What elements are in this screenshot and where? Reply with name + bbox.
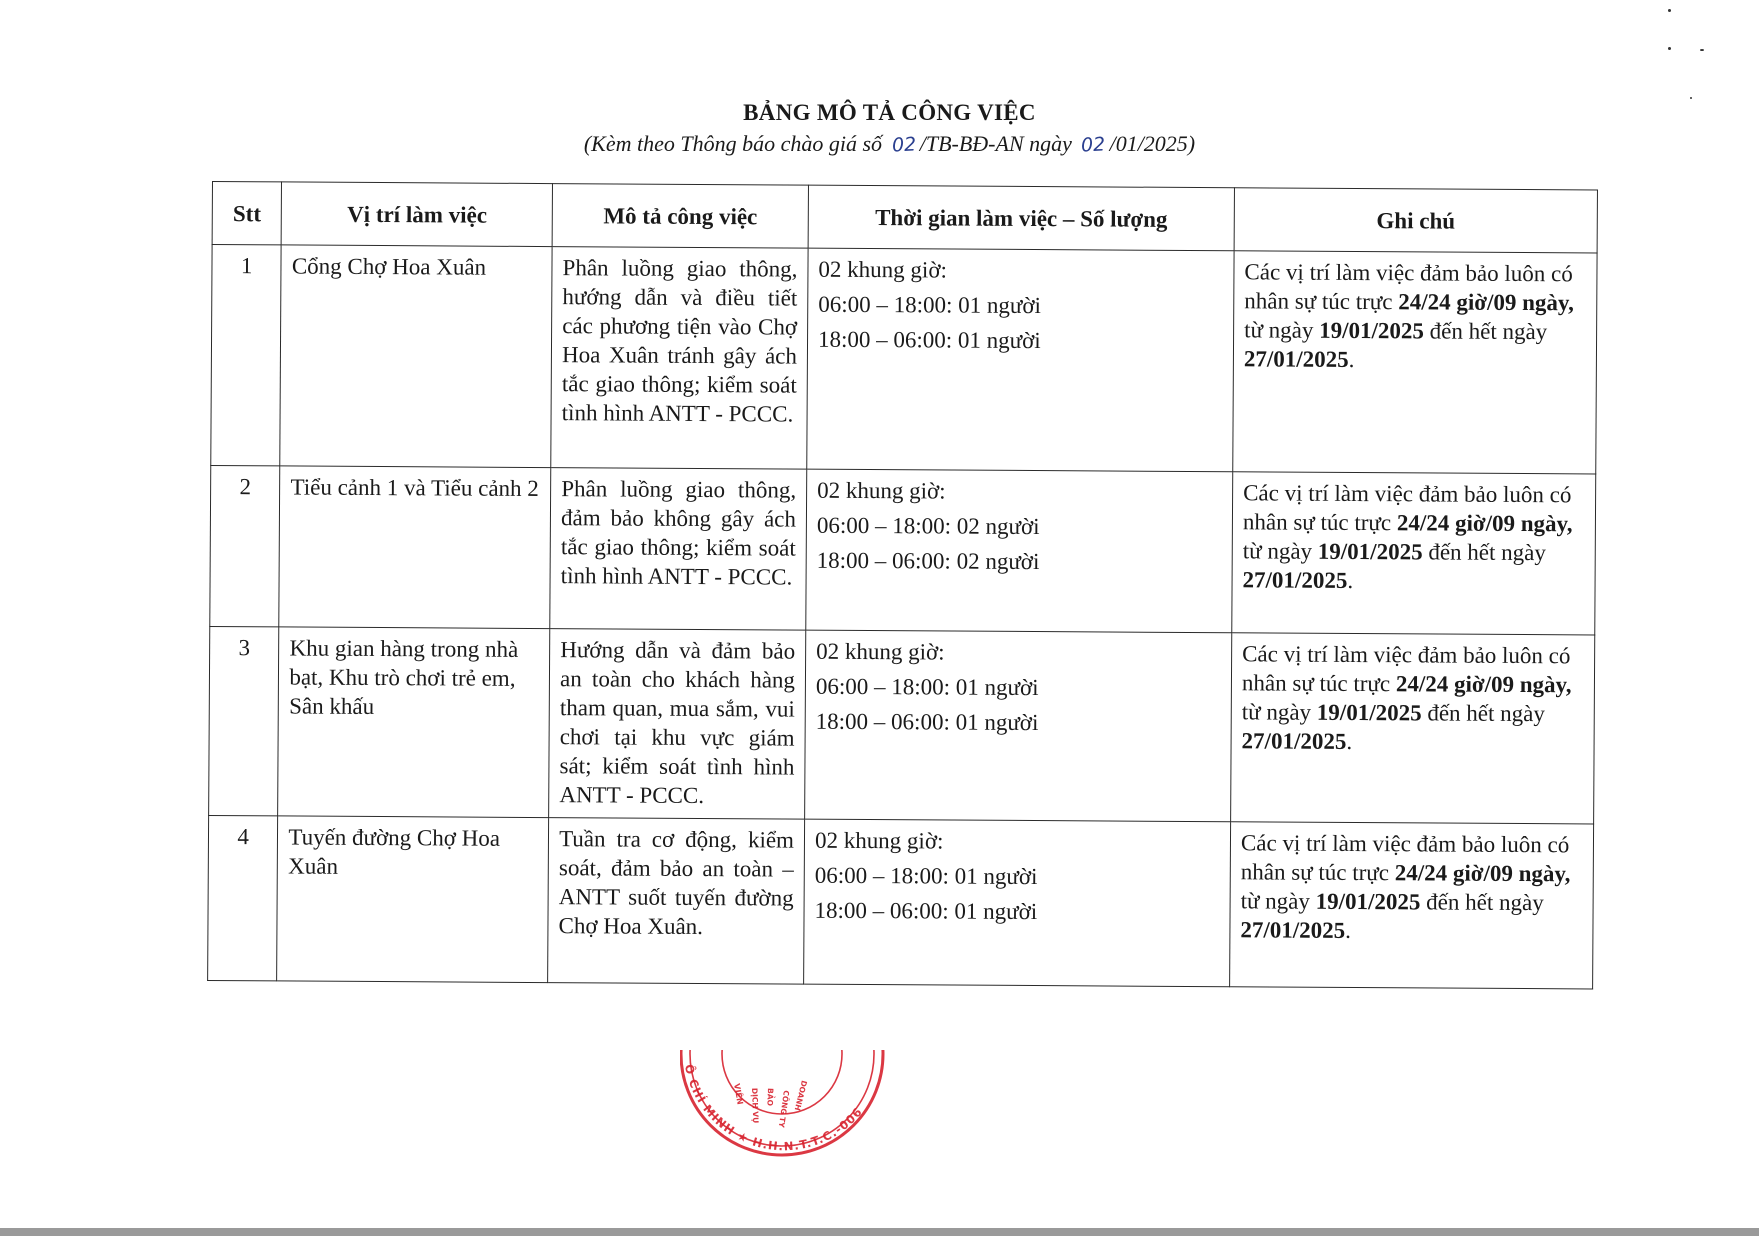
note-end-date: 27/01/2025 <box>1240 917 1346 943</box>
cell-description: Phân luồng giao thông, đảm bảo không gây ách tắc giao thông; kiểm soát tình hình ANTT - PCCC. <box>550 468 807 631</box>
cell-time <box>804 819 1231 987</box>
svg-text:DOANH: DOANH <box>792 1079 809 1112</box>
note-part: đến hết ngày <box>1420 889 1544 916</box>
shift-day: 06:00 – 18:00: 02 người <box>816 512 1040 540</box>
subtitle-suffix: /01/2025) <box>1109 131 1196 156</box>
note-start-date: 19/01/2025 <box>1316 699 1422 726</box>
company-stamp <box>680 1050 890 1170</box>
table-row <box>210 465 1596 634</box>
time-title: 02 khung giờ: <box>814 827 944 854</box>
svg-text:Ô CHÍ MINH ★ H.H.N.T.T.C.-006: Ô CHÍ MINH ★ H.H.N.T.T.C.-006 <box>681 1063 866 1154</box>
cell-time <box>807 248 1234 472</box>
svg-text:VIÊN: VIÊN <box>732 1082 745 1106</box>
note-part: từ ngày <box>1244 317 1320 343</box>
note-duration: 24/24 giờ/09 ngày, <box>1395 671 1572 698</box>
cell-description: Hướng dẫn và đảm bảo an toàn cho khách hàng tham quan, mua sắm, vui chơi tại khu vực giám sát; kiểm soát tình hình ANTT - PCCC. <box>549 629 806 820</box>
svg-text:CÔNG TY: CÔNG TY <box>776 1089 791 1129</box>
svg-text:BẢO: BẢO <box>765 1087 775 1107</box>
note-part: . <box>1347 567 1354 593</box>
cell-description: Phân luồng giao thông, hướng dẫn và điều tiết các phương tiện vào Chợ Hoa Xuân tránh gây ách tắc giao thông; kiểm soát tình hình ANTT - PCCC. <box>551 247 808 470</box>
cell-note <box>1231 633 1595 824</box>
cell-note <box>1232 472 1596 635</box>
note-part: từ ngày <box>1242 538 1318 564</box>
note-part: đến hết ngày <box>1421 700 1545 727</box>
note-part: Các vị trí làm việc đảm bảo luôn có nhân sự túc trực <box>1242 480 1572 536</box>
note-part: đến hết ngày <box>1423 318 1548 345</box>
note-start-date: 19/01/2025 <box>1317 538 1423 565</box>
cell-description: Tuần tra cơ động, kiểm soát, đảm bảo an toàn – ANTT suốt tuyến đường Chợ Hoa Xuân. <box>548 818 805 985</box>
note-duration: 24/24 giờ/09 ngày, <box>1398 289 1574 316</box>
note-text <box>1240 828 1583 946</box>
header-stt: Stt <box>212 182 282 245</box>
note-start-date: 19/01/2025 <box>1315 888 1421 915</box>
note-part: . <box>1346 728 1353 754</box>
page-subtitle <box>0 131 1759 157</box>
header-location: Vị trí làm việc <box>282 182 553 247</box>
cell-location: Khu gian hàng trong nhà bạt, Khu trò chơi trẻ em, Sân khấu <box>278 627 550 818</box>
page-title: BẢNG MÔ TẢ CÔNG VIỆC <box>743 100 1036 125</box>
header-note: Ghi chú <box>1234 188 1597 253</box>
note-duration: 24/24 giờ/09 ngày, <box>1396 510 1573 537</box>
cell-time <box>805 630 1232 822</box>
note-part: Các vị trí làm việc đảm bảo luôn có nhân sự túc trực <box>1240 830 1570 886</box>
shift-day: 06:00 – 18:00: 01 người <box>814 862 1038 890</box>
shift-night: 18:00 – 06:00: 02 người <box>816 547 1040 575</box>
table-row <box>209 626 1595 823</box>
time-title: 02 khung giờ: <box>817 477 946 504</box>
note-part: từ ngày <box>1241 699 1317 725</box>
handwritten-number: 02 <box>890 133 917 157</box>
table-row <box>208 815 1594 988</box>
svg-text:DỊCH VỤ: DỊCH VỤ <box>750 1087 761 1124</box>
table-row <box>211 245 1597 474</box>
scan-speck <box>1690 97 1692 99</box>
table-header-row <box>212 182 1597 253</box>
shift-day: 06:00 – 18:00: 01 người <box>815 673 1039 701</box>
note-text <box>1244 257 1587 375</box>
note-part: đến hết ngày <box>1422 539 1546 566</box>
header-description: Mô tả công việc <box>552 184 808 249</box>
shift-day: 06:00 – 18:00: 01 người <box>818 291 1042 319</box>
cell-note <box>1230 822 1594 989</box>
cell-stt: 4 <box>208 815 278 980</box>
handwritten-day: 02 <box>1080 133 1107 157</box>
cell-stt: 2 <box>210 465 280 626</box>
cell-location: Cổng Chợ Hoa Xuân <box>280 245 552 468</box>
note-text <box>1242 639 1585 757</box>
scan-speck <box>1668 47 1671 50</box>
shift-night: 18:00 – 06:00: 01 người <box>814 897 1038 925</box>
note-end-date: 27/01/2025 <box>1243 346 1349 372</box>
note-part: từ ngày <box>1240 888 1316 914</box>
cell-stt: 1 <box>211 245 282 466</box>
cell-time <box>806 469 1233 633</box>
time-title: 02 khung giờ: <box>818 256 947 283</box>
cell-location: Tuyến đường Chợ Hoa Xuân <box>277 816 549 983</box>
header-time: Thời gian làm việc – Số lượng <box>808 185 1234 251</box>
scan-speck <box>1668 9 1671 12</box>
note-text <box>1242 478 1585 596</box>
shift-night: 18:00 – 06:00: 01 người <box>815 708 1039 736</box>
note-part: . <box>1345 917 1352 943</box>
note-part: . <box>1348 346 1355 372</box>
note-duration: 24/24 giờ/09 ngày, <box>1394 860 1571 887</box>
subtitle-middle: /TB-BĐ-AN ngày <box>919 131 1072 156</box>
cell-stt: 3 <box>209 626 280 815</box>
shift-night: 18:00 – 06:00: 01 người <box>817 326 1041 354</box>
cell-note <box>1233 251 1597 474</box>
time-title: 02 khung giờ: <box>816 638 945 665</box>
scan-speck <box>1700 49 1704 51</box>
scan-bottom-edge <box>0 1228 1759 1236</box>
cell-location: Tiểu cảnh 1 và Tiểu cảnh 2 <box>279 466 551 629</box>
job-description-table <box>207 181 1598 989</box>
subtitle-prefix: (Kèm theo Thông báo chào giá số <box>583 131 883 156</box>
note-start-date: 19/01/2025 <box>1319 317 1425 344</box>
note-end-date: 27/01/2025 <box>1242 567 1348 593</box>
note-part: Các vị trí làm việc đảm bảo luôn có nhân sự túc trực <box>1244 259 1573 315</box>
note-end-date: 27/01/2025 <box>1241 728 1347 754</box>
note-part: Các vị trí làm việc đảm bảo luôn có nhân sự túc trực <box>1241 641 1571 697</box>
